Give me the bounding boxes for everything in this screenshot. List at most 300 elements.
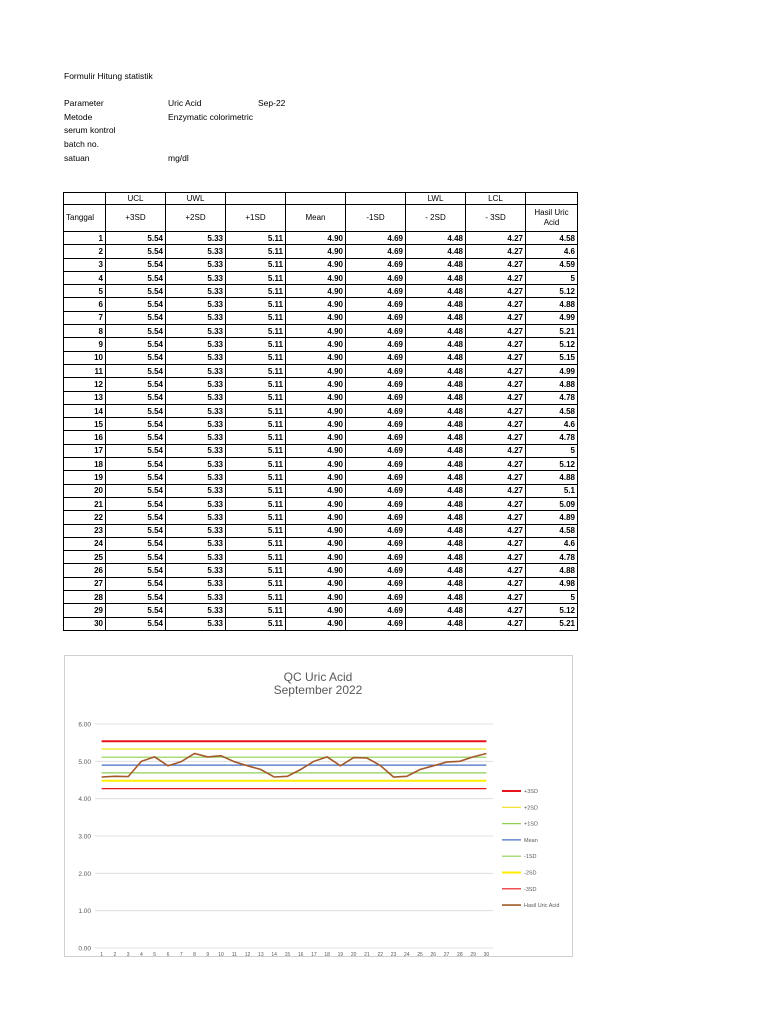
x-tick-label: 28	[457, 952, 463, 956]
table-cell: 4.27	[466, 364, 526, 377]
x-tick-label: 10	[218, 952, 224, 956]
table-cell: 5.33	[166, 325, 226, 338]
table-cell: 4.27	[466, 418, 526, 431]
table-cell: 4.48	[406, 577, 466, 590]
table-cell: LWL	[406, 193, 466, 205]
table-cell: 4.48	[406, 245, 466, 258]
table-cell: 4.90	[286, 364, 346, 377]
table-cell: 14	[64, 404, 106, 417]
table-cell: 7	[64, 311, 106, 324]
table-cell: 5.11	[226, 444, 286, 457]
table-cell: 5.21	[526, 325, 578, 338]
table-cell: 4.69	[346, 604, 406, 617]
table-cell: 5.54	[106, 591, 166, 604]
table-cell: 24	[64, 537, 106, 550]
x-tick-label: 29	[470, 952, 476, 956]
table-row	[64, 604, 578, 617]
table-row	[64, 351, 578, 364]
table-cell: 13	[64, 391, 106, 404]
table-row	[64, 378, 578, 391]
table-cell: 5.33	[166, 511, 226, 524]
table-cell: 25	[64, 551, 106, 564]
x-tick-label: 8	[193, 952, 196, 956]
table-cell: 4.48	[406, 232, 466, 245]
table-cell: 4.90	[286, 245, 346, 258]
table-cell: 5.33	[166, 298, 226, 311]
table-cell: 5.11	[226, 378, 286, 391]
table-row	[64, 232, 578, 245]
table-cell: LCL	[466, 193, 526, 205]
table-cell: 5.12	[526, 604, 578, 617]
table-cell: 5.11	[226, 271, 286, 284]
table-cell: 4.27	[466, 378, 526, 391]
table-cell: 4.48	[406, 325, 466, 338]
table-cell: 5.33	[166, 577, 226, 590]
table-row	[64, 404, 578, 417]
table-cell: 4.27	[466, 551, 526, 564]
table-cell: 4.27	[466, 298, 526, 311]
table-cell: 4.69	[346, 564, 406, 577]
table-cell: 5.54	[106, 471, 166, 484]
table-cell: 4.90	[286, 391, 346, 404]
table-cell: 4.69	[346, 325, 406, 338]
table-cell: 3	[64, 258, 106, 271]
table-cell: +3SD	[106, 205, 166, 232]
table-cell: 4.27	[466, 524, 526, 537]
table-row	[64, 551, 578, 564]
table-cell: 4.78	[526, 551, 578, 564]
table-cell: 4.90	[286, 271, 346, 284]
table-cell: 4.90	[286, 537, 346, 550]
table-cell: 4.69	[346, 458, 406, 471]
table-cell: 4.69	[346, 245, 406, 258]
table-cell: 19	[64, 471, 106, 484]
table-cell: 26	[64, 564, 106, 577]
table-row	[64, 497, 578, 510]
table-cell: 5.11	[226, 418, 286, 431]
table-cell: 5.11	[226, 351, 286, 364]
table-cell: 4.69	[346, 537, 406, 550]
table-cell: 20	[64, 484, 106, 497]
table-cell: 4.90	[286, 458, 346, 471]
table-cell: 4.69	[346, 298, 406, 311]
table-cell: 4.48	[406, 338, 466, 351]
table-cell: 4.90	[286, 351, 346, 364]
table-cell: 5.33	[166, 497, 226, 510]
table-cell: 4.27	[466, 351, 526, 364]
table-cell: 5.54	[106, 604, 166, 617]
table-cell	[346, 193, 406, 205]
table-cell: 4.69	[346, 431, 406, 444]
table-cell: 4.90	[286, 444, 346, 457]
table-cell: 4.69	[346, 471, 406, 484]
table-cell: 4.69	[346, 484, 406, 497]
table-cell: 4.99	[526, 311, 578, 324]
table-cell: 5	[526, 591, 578, 604]
meta-label: satuan	[64, 153, 90, 163]
table-cell: Hasil Uric Acid	[526, 205, 578, 232]
table-cell: 4.48	[406, 511, 466, 524]
table-cell: 5.54	[106, 444, 166, 457]
table-row	[64, 338, 578, 351]
meta-value: Uric Acid	[168, 98, 202, 108]
table-row	[64, 285, 578, 298]
table-cell: 5.54	[106, 351, 166, 364]
table-cell: 4.58	[526, 524, 578, 537]
y-tick-label: 2.00	[78, 870, 91, 878]
table-cell: 5.33	[166, 364, 226, 377]
table-cell: 5.33	[166, 551, 226, 564]
table-cell: 5.33	[166, 418, 226, 431]
table-cell: 4.27	[466, 431, 526, 444]
table-row	[64, 391, 578, 404]
legend-label: -1SD	[524, 854, 537, 861]
table-cell: 5.11	[226, 285, 286, 298]
table-cell: 5.33	[166, 431, 226, 444]
table-cell: 4.90	[286, 551, 346, 564]
table-row	[64, 537, 578, 550]
table-cell: 5.54	[106, 418, 166, 431]
table-cell: 4.48	[406, 271, 466, 284]
x-tick-label: 19	[337, 952, 344, 956]
table-cell: 17	[64, 444, 106, 457]
legend-label: -2SD	[524, 870, 537, 877]
table-cell: 4.27	[466, 444, 526, 457]
y-tick-label: 3.00	[78, 833, 91, 841]
table-row	[64, 617, 578, 630]
table-cell: 4	[64, 271, 106, 284]
x-tick-label: 23	[390, 952, 397, 956]
table-cell: 4.27	[466, 511, 526, 524]
table-cell: 5.33	[166, 378, 226, 391]
table-row	[64, 271, 578, 284]
table-cell: 4.69	[346, 418, 406, 431]
table-cell: 4.59	[526, 258, 578, 271]
table-cell: UCL	[106, 193, 166, 205]
table-cell: 8	[64, 325, 106, 338]
table-row	[64, 591, 578, 604]
table-cell: 5.11	[226, 471, 286, 484]
x-tick-label: 5	[153, 952, 157, 956]
table-cell: 5.33	[166, 285, 226, 298]
table-cell: 27	[64, 577, 106, 590]
table-cell: 4.90	[286, 577, 346, 590]
table-cell: 5.54	[106, 577, 166, 590]
table-cell: 5.11	[226, 364, 286, 377]
table-cell: 4.90	[286, 404, 346, 417]
table-cell: 5.11	[226, 497, 286, 510]
table-cell: 5.11	[226, 617, 286, 630]
table-cell: 5.33	[166, 471, 226, 484]
table-row	[64, 577, 578, 590]
table-cell: 4.90	[286, 564, 346, 577]
x-tick-label: 4	[140, 952, 143, 956]
table-cell: 4.27	[466, 617, 526, 630]
table-cell: 5.11	[226, 298, 286, 311]
table-cell: 5.11	[226, 577, 286, 590]
table-cell: 5.54	[106, 245, 166, 258]
x-tick-label: 24	[403, 952, 410, 956]
qc-chart	[65, 656, 572, 956]
table-cell: 5.11	[226, 232, 286, 245]
table-cell: 5.54	[106, 338, 166, 351]
table-cell: 5.11	[226, 404, 286, 417]
table-cell: 4.90	[286, 338, 346, 351]
table-cell: 4.48	[406, 604, 466, 617]
table-cell: 5.12	[526, 285, 578, 298]
table-row	[64, 511, 578, 524]
table-cell: 5.33	[166, 271, 226, 284]
table-cell: 5.11	[226, 325, 286, 338]
table-cell: 4.69	[346, 351, 406, 364]
legend-label: Mean	[524, 837, 538, 844]
table-cell: 10	[64, 351, 106, 364]
table-cell: 5.54	[106, 497, 166, 510]
table-cell: 4.69	[346, 404, 406, 417]
x-tick-label: 2	[113, 952, 117, 956]
table-cell: 4.27	[466, 285, 526, 298]
table-row	[64, 245, 578, 258]
table-cell: 5.54	[106, 431, 166, 444]
table-cell: 5.33	[166, 258, 226, 271]
table-cell: 4.27	[466, 458, 526, 471]
table-cell: 4.48	[406, 351, 466, 364]
table-cell: 4.6	[526, 418, 578, 431]
table-row	[64, 471, 578, 484]
table-cell: 4.69	[346, 338, 406, 351]
table-cell: 4.88	[526, 298, 578, 311]
table-cell: 5.54	[106, 232, 166, 245]
table-cell: 4.90	[286, 511, 346, 524]
table-cell: 5.54	[106, 364, 166, 377]
table-cell: 21	[64, 497, 106, 510]
table-cell: 4.27	[466, 391, 526, 404]
table-cell: 5.54	[106, 271, 166, 284]
table-cell: 4.48	[406, 471, 466, 484]
table-cell: 5.54	[106, 391, 166, 404]
table-cell: - 2SD	[406, 205, 466, 232]
table-cell: 5.09	[526, 497, 578, 510]
table-cell	[226, 193, 286, 205]
table-cell: 5.12	[526, 338, 578, 351]
x-tick-label: 16	[297, 952, 304, 956]
table-cell: 4.58	[526, 404, 578, 417]
table-header-row	[64, 205, 578, 232]
meta-value: mg/dl	[168, 153, 189, 163]
table-cell: 4.48	[406, 364, 466, 377]
table-cell: 5.33	[166, 232, 226, 245]
table-cell: 5.33	[166, 311, 226, 324]
x-tick-label: 11	[231, 952, 237, 956]
meta-label: serum kontrol	[64, 125, 116, 135]
table-cell: 6	[64, 298, 106, 311]
table-cell: 4.48	[406, 285, 466, 298]
table-cell: 5.33	[166, 404, 226, 417]
table-cell: 5.33	[166, 537, 226, 550]
table-cell: 5.11	[226, 391, 286, 404]
x-tick-label: 26	[430, 952, 437, 956]
table-cell: 5.11	[226, 591, 286, 604]
table-header-row	[64, 193, 578, 205]
table-cell: 4.90	[286, 431, 346, 444]
table-cell: 4.90	[286, 258, 346, 271]
x-tick-label: 13	[258, 952, 264, 956]
table-cell: 4.90	[286, 617, 346, 630]
table-cell: 4.48	[406, 404, 466, 417]
table-cell: 4.48	[406, 537, 466, 550]
table-cell: 5.33	[166, 245, 226, 258]
table-cell: 4.58	[526, 232, 578, 245]
table-cell: 5	[64, 285, 106, 298]
meta-label: Parameter	[64, 98, 104, 108]
table-cell: 4.90	[286, 497, 346, 510]
meta-value: Enzymatic colorimetric	[168, 112, 254, 122]
x-tick-label: 21	[364, 952, 370, 956]
table-cell: 5.11	[226, 537, 286, 550]
table-cell: Tanggal	[64, 205, 106, 232]
table-cell: 5.54	[106, 325, 166, 338]
table-cell: 5.11	[226, 311, 286, 324]
table-cell: 5.54	[106, 285, 166, 298]
table-cell: 5.15	[526, 351, 578, 364]
table-cell: 5.11	[226, 564, 286, 577]
table-cell: 4.90	[286, 325, 346, 338]
x-tick-label: 6	[166, 952, 170, 956]
table-cell: 4.6	[526, 537, 578, 550]
table-cell: 4.90	[286, 591, 346, 604]
table-cell: 4.27	[466, 577, 526, 590]
x-tick-label: 14	[271, 952, 277, 956]
table-cell: 5.21	[526, 617, 578, 630]
table-cell: 5.11	[226, 245, 286, 258]
qc-table	[63, 192, 578, 631]
legend-label: Hasil Uric Acid	[524, 903, 560, 910]
table-cell: 4.88	[526, 378, 578, 391]
table-cell: 4.27	[466, 404, 526, 417]
table-cell: 4.69	[346, 258, 406, 271]
x-tick-label: 27	[443, 952, 450, 956]
chart-title: QC Uric Acid	[283, 670, 353, 684]
table-cell: 9	[64, 338, 106, 351]
table-cell: 4.69	[346, 311, 406, 324]
table-cell: 5.11	[226, 551, 286, 564]
table-cell: 4.90	[286, 298, 346, 311]
table-cell: 4.88	[526, 564, 578, 577]
table-cell: 5.11	[226, 484, 286, 497]
table-cell: 30	[64, 617, 106, 630]
table-row	[64, 444, 578, 457]
table-cell: 4.69	[346, 378, 406, 391]
table-cell: 5.33	[166, 444, 226, 457]
table-cell: 4.48	[406, 258, 466, 271]
table-cell: 4.90	[286, 471, 346, 484]
table-cell: 5.11	[226, 511, 286, 524]
legend-label: -3SD	[524, 886, 537, 893]
table-cell: 23	[64, 524, 106, 537]
table-cell: 5.54	[106, 458, 166, 471]
table-cell: 5.33	[166, 604, 226, 617]
table-cell: 5.54	[106, 404, 166, 417]
table-cell: 5.33	[166, 484, 226, 497]
table-cell: 4.48	[406, 497, 466, 510]
meta-date: Sep-22	[258, 98, 286, 108]
table-cell: 4.27	[466, 564, 526, 577]
table-cell: 4.27	[466, 591, 526, 604]
table-cell: 4.48	[406, 484, 466, 497]
table-cell: 29	[64, 604, 106, 617]
x-tick-label: 22	[377, 952, 384, 956]
table-row	[64, 524, 578, 537]
x-tick-label: 30	[483, 952, 490, 956]
table-cell: 4.90	[286, 418, 346, 431]
table-row	[64, 431, 578, 444]
table-cell: 5.54	[106, 484, 166, 497]
form-title: Formulir Hitung statistik	[64, 71, 153, 81]
x-tick-label: 1	[100, 952, 104, 956]
chart-subtitle: September 2022	[273, 683, 363, 697]
table-row	[64, 298, 578, 311]
x-tick-label: 9	[206, 952, 210, 956]
table-cell: 5.12	[526, 458, 578, 471]
table-cell: 4.48	[406, 311, 466, 324]
table-cell: 4.69	[346, 232, 406, 245]
table-cell: - 3SD	[466, 205, 526, 232]
table-cell: 4.89	[526, 511, 578, 524]
table-row	[64, 325, 578, 338]
table-cell: 5.11	[226, 524, 286, 537]
table-cell: 4.69	[346, 577, 406, 590]
table-cell: +1SD	[226, 205, 286, 232]
table-cell: 4.48	[406, 551, 466, 564]
y-tick-label: 4.00	[78, 796, 91, 804]
table-cell: 4.69	[346, 271, 406, 284]
table-cell: 5.33	[166, 391, 226, 404]
table-cell: 5.54	[106, 564, 166, 577]
table-cell: 5.11	[226, 258, 286, 271]
table-cell: 5.11	[226, 458, 286, 471]
table-cell	[64, 193, 106, 205]
table-cell: 4.90	[286, 311, 346, 324]
table-cell: 4.27	[466, 484, 526, 497]
table-cell: 5.54	[106, 258, 166, 271]
table-cell: 4.48	[406, 391, 466, 404]
x-tick-label: 20	[350, 952, 357, 956]
table-cell: 11	[64, 364, 106, 377]
table-cell: 5.33	[166, 338, 226, 351]
table-row	[64, 311, 578, 324]
table-cell	[286, 193, 346, 205]
table-cell: 4.69	[346, 285, 406, 298]
table-cell: 5.11	[226, 431, 286, 444]
y-tick-label: 1.00	[78, 908, 91, 916]
meta-label: Metode	[64, 112, 93, 122]
table-cell: 4.69	[346, 551, 406, 564]
table-cell: 4.27	[466, 537, 526, 550]
table-cell: -1SD	[346, 205, 406, 232]
table-cell: 5.11	[226, 338, 286, 351]
x-tick-label: 25	[417, 952, 423, 956]
table-cell: 5.1	[526, 484, 578, 497]
table-cell: 12	[64, 378, 106, 391]
table-cell: 4.98	[526, 577, 578, 590]
y-tick-label: 5.00	[78, 758, 91, 766]
table-cell: +2SD	[166, 205, 226, 232]
table-cell: 4.27	[466, 497, 526, 510]
table-cell: 1	[64, 232, 106, 245]
table-cell: 4.90	[286, 285, 346, 298]
table-cell: 18	[64, 458, 106, 471]
table-cell: 5.54	[106, 378, 166, 391]
